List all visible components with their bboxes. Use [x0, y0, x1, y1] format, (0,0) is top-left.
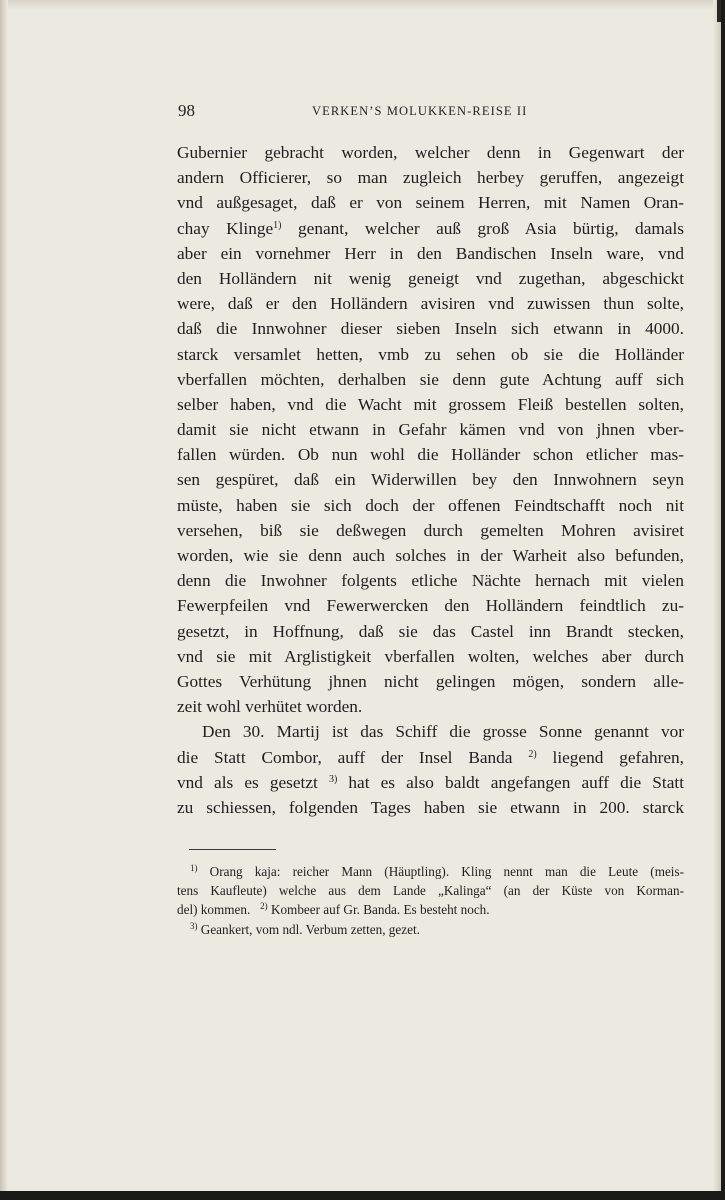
text-line: worden, wie sie denn auch solches in der Warheit also befunden, [177, 546, 684, 565]
text-line: vberfallen möchten, derhalben sie denn gute Achtung auff sich [177, 369, 684, 389]
footnote-line [177, 920, 684, 939]
footnote-ref-2: 2) [528, 748, 537, 760]
footnote-line [177, 900, 684, 919]
footnote-text: del) kommen. [177, 902, 251, 918]
page-top-shadow [0, 0, 721, 10]
text-line: aber ein vornehmer Herr in den Bandischen Inseln ware, vnd [177, 243, 684, 263]
line-text: die Statt Combor, auff der Insel Banda [177, 747, 513, 767]
body-text [177, 140, 684, 820]
footnote-marker-3: 3) [190, 920, 198, 931]
footnote-text: Orang kaja: reicher Mann (Häuptling). Kling nennt man die Leute (meis- [209, 864, 684, 879]
line-text: hat es also baldt angefangen auff die Statt [337, 772, 684, 792]
text-line: müste, haben sie sich doch der offenen Feindtschafft noch nit [177, 495, 684, 515]
footnote-line [177, 862, 684, 881]
text-line: vnd außgesaget, daß er von seinem Herren, mit Namen Oran- [177, 193, 684, 213]
line-text: vnd als es gesetzt [177, 772, 318, 792]
footnote-separator [189, 849, 276, 850]
footnote-text: Geankert, vom ndl. Verbum zetten, gezet. [200, 921, 420, 937]
running-header [178, 101, 683, 125]
line-text: genant, welcher auß groß Asia bürtig, damals [281, 218, 685, 238]
footnote-ref-1: 1) [273, 219, 282, 231]
text-line: daß die Innwohner dieser sieben Inseln sich etwann in 4000. [177, 319, 684, 339]
footnote-text: Kombeer auf Gr. Banda. Es besteht noch. [270, 902, 490, 918]
text-line: zeit wohl verhütet worden. [177, 697, 363, 717]
text-line: were, daß er den Holländern avisiren vnd zuwissen thun solte, [177, 294, 684, 314]
page-number: 98 [178, 101, 195, 120]
text-line: Gubernier gebracht worden, welcher denn in Gegenwart der [177, 143, 684, 162]
line-text: liegend gefahren, [536, 747, 684, 767]
footnote-marker-2: 2) [260, 901, 268, 912]
footnote-ref-3: 3) [328, 773, 338, 785]
line-text: chay Klinge [177, 218, 274, 238]
page-right-shadow [713, 0, 721, 1191]
text-line: den Holländern nit wenig geneigt vnd zugethan, abgeschickt [177, 268, 684, 288]
text-line: Den 30. Martij ist das Schiff die grosse Sonne genannt vor [202, 722, 684, 742]
binding-mark [717, 0, 721, 22]
text-line: gesetzt, in Hoffnung, daß sie das Castel inn Brandt stecken, [177, 621, 684, 641]
footnotes [177, 862, 684, 939]
footnote-marker-1: 1) [190, 863, 198, 873]
text-line: Gottes Verhütung jhnen nicht gelingen mögen, sondern alle- [177, 671, 684, 691]
text-line [177, 770, 684, 795]
text-line: versehen, biß sie deßwegen durch gemelten Mohren avisiret [177, 520, 684, 540]
text-line: Fewerpfeilen vnd Fewerwercken den Holländern feindtlich zu- [177, 596, 684, 616]
text-line: vnd sie mit Arglistigkeit vberfallen wolten, welches aber durch [177, 646, 684, 666]
text-line: andern Officierer, so man zugleich herbey geruffen, angezeigt [177, 168, 684, 188]
text-line: sen gespüret, daß ein Widerwillen bey den Innwohnern seyn [177, 470, 684, 490]
footnote-line: tens Kaufleute) welche aus dem Lande „Kalinga“ (an der Küste von Korman- [177, 883, 684, 899]
text-line [177, 745, 684, 770]
text-line [177, 216, 684, 241]
running-title: VERKEN’S MOLUKKEN-REISE II [312, 104, 528, 118]
page-left-shadow [0, 0, 8, 1191]
text-line: denn die Inwohner folgents etliche Nächte hernach mit vielen [177, 571, 684, 591]
text-line: fallen würden. Ob nun wohl die Holländer schon etlicher mas- [177, 445, 684, 465]
text-line: starck versamlet hetten, vmb zu sehen ob sie die Holländer [177, 344, 684, 364]
text-line: damit sie nicht etwann in Gefahr kämen vnd von jhnen vber- [177, 420, 684, 440]
text-line: zu schiessen, folgenden Tages haben sie etwann in 200. starck [177, 797, 684, 817]
text-line: selber haben, vnd die Wacht mit grossem Fleiß bestellen solten, [177, 394, 684, 414]
